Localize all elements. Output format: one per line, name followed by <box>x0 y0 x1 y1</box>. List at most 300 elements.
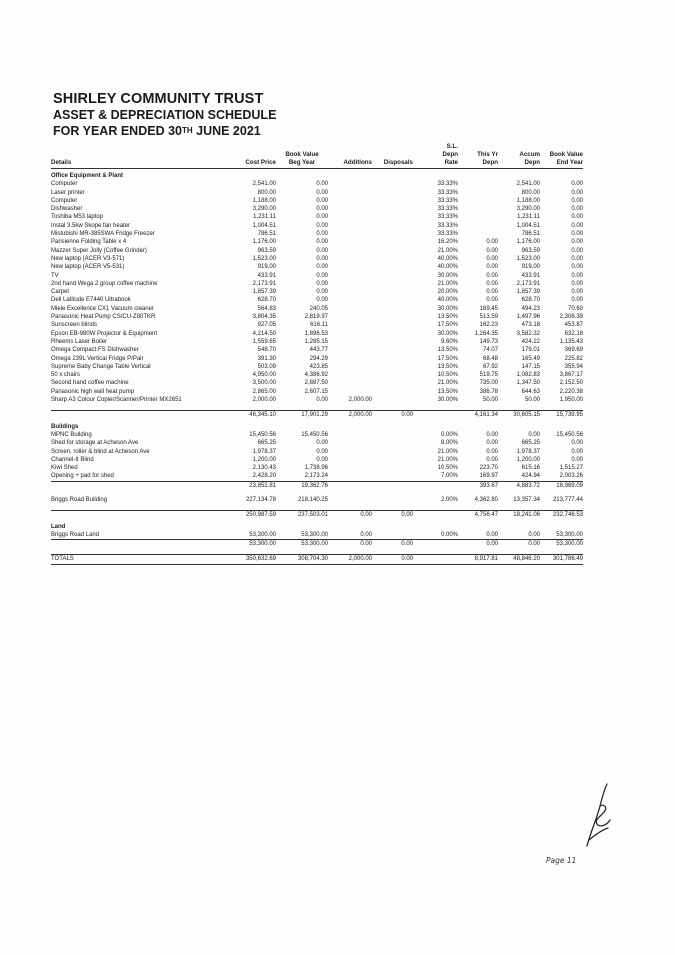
details-cell: Mazzer Super Jolly (Coffee Grinder) <box>51 247 147 254</box>
depn-cell: 0.00 <box>486 280 498 287</box>
additions-cell <box>328 205 372 213</box>
bv-beg-cell: 0.00 <box>316 272 328 279</box>
accum-cell: 1,082.83 <box>516 372 540 379</box>
details-cell: Kiwi Shed <box>51 465 78 472</box>
office-heading: Office Equipment & Plant <box>51 173 124 179</box>
additions-cell <box>328 431 372 439</box>
rate-cell: 8.00% <box>440 440 458 447</box>
handwritten-signature <box>580 780 620 850</box>
depn-cell: 67.92 <box>482 363 498 370</box>
asset-row <box>51 439 583 447</box>
cost-cell: 227,134.78 <box>245 496 276 503</box>
additions-cell: 0.00 <box>328 511 372 520</box>
asset-row <box>51 388 583 396</box>
asset-row <box>51 363 583 371</box>
accum-cell: 1,231.11 <box>517 214 540 221</box>
disposals-cell <box>372 396 413 404</box>
bv-beg-cell: 19,362.76 <box>276 481 328 490</box>
depn-cell <box>458 197 498 205</box>
bv-end-cell: 0.00 <box>571 231 583 238</box>
bv-beg-cell: 308,704.30 <box>276 555 328 564</box>
asset-row <box>51 296 583 304</box>
rate-cell: 2.00% <box>440 496 458 503</box>
rate-cell: 33.33% <box>437 197 458 204</box>
details-cell: Computer <box>51 197 78 204</box>
disposals-cell <box>372 180 413 188</box>
cost-cell: 2,000.00 <box>252 397 276 404</box>
bv-end-cell: 0.00 <box>571 289 583 296</box>
rate-cell: 40.00% <box>437 255 458 262</box>
office-subtotal-row <box>51 411 583 420</box>
asset-row <box>51 456 583 464</box>
additions-cell <box>328 388 372 396</box>
bv-beg-cell: 0.00 <box>316 181 328 188</box>
accum-cell: 628.70 <box>521 297 540 304</box>
bv-end-cell: 213,777.44 <box>552 496 583 503</box>
rate-cell: 40.00% <box>437 297 458 304</box>
col-rate-line2: Depn <box>442 151 458 158</box>
bv-beg-cell: 53,300.00 <box>301 531 328 538</box>
cost-cell: 2,130.43 <box>252 465 276 472</box>
asset-row <box>51 464 583 472</box>
accum-cell: 1,004.51 <box>516 222 540 229</box>
bv-end-cell: 232,746.53 <box>540 511 583 520</box>
cost-cell: 1,559.65 <box>252 338 276 345</box>
depn-cell: 0.00 <box>458 540 498 549</box>
cost-cell: 2,541.00 <box>252 181 276 188</box>
cost-cell: 963.59 <box>257 247 276 254</box>
disposals-cell: 0.00 <box>372 511 413 520</box>
schedule-title: ASSET & DEPRECIATION SCHEDULE <box>53 108 277 122</box>
additions-cell <box>328 305 372 313</box>
depn-cell: 162.23 <box>479 322 498 329</box>
bv-end-cell: 15,739.95 <box>540 411 583 420</box>
cost-cell: 786.51 <box>257 231 276 238</box>
bv-end-cell: 0.00 <box>571 440 583 447</box>
asset-row <box>51 379 583 387</box>
header-row-3 <box>51 159 583 169</box>
details-cell: Mistubishi MR-385SWA Fridge Freezer <box>51 231 155 238</box>
accum-cell: 919.00 <box>521 264 540 271</box>
rate-cell: 9.60% <box>440 338 458 345</box>
rate-cell: 30.00% <box>437 272 458 279</box>
bv-beg-cell: 4,386.92 <box>304 372 328 379</box>
cost-cell: 628.70 <box>257 297 276 304</box>
period-text: FOR YEAR ENDED 30 <box>53 124 182 138</box>
asset-row <box>51 330 583 338</box>
rate-cell: 40.00% <box>437 264 458 271</box>
rate-cell: 7.00% <box>440 473 458 480</box>
asset-row <box>51 280 583 288</box>
disposals-cell <box>372 346 413 354</box>
cost-cell: 665.25 <box>257 440 276 447</box>
rate-cell: 30.00% <box>437 305 458 312</box>
bv-beg-cell: 0.00 <box>316 289 328 296</box>
details-cell: Briggs Road Land <box>51 531 100 538</box>
depn-cell: 0.00 <box>486 297 498 304</box>
cost-cell: 1,176.00 <box>252 239 276 246</box>
additions-cell <box>328 371 372 379</box>
details-cell: Parisienne Folding Table x 4 <box>51 239 127 246</box>
bv-beg-cell: 0.00 <box>316 189 328 196</box>
cost-cell: 2,173.91 <box>252 280 276 287</box>
bv-end-cell: 1,950.00 <box>559 397 583 404</box>
bv-beg-cell: 0.00 <box>316 255 328 262</box>
col-bv-end-line1: Book Value <box>549 151 583 158</box>
cost-cell: 800.00 <box>257 189 276 196</box>
disposals-cell <box>372 305 413 313</box>
accum-cell: 3,582.32 <box>516 330 540 337</box>
additions-cell <box>328 379 372 387</box>
totals-label: TOTALS <box>51 555 229 564</box>
disposals-cell <box>372 197 413 205</box>
disposals-cell <box>372 255 413 263</box>
col-rate-line1: S.L. <box>446 143 458 150</box>
disposals-cell: 0.00 <box>372 411 413 420</box>
disposals-cell <box>372 313 413 321</box>
accum-cell: 1,857.39 <box>516 289 540 296</box>
cost-cell: 4,950.00 <box>252 372 276 379</box>
rate-cell: 33.33% <box>437 206 458 213</box>
bv-beg-cell: 0.00 <box>316 440 328 447</box>
details-cell: Rheems Laser Boiler <box>51 338 108 345</box>
disposals-cell <box>372 472 413 481</box>
cost-cell: 3,500.00 <box>252 380 276 387</box>
rate-cell: 10.50% <box>437 372 458 379</box>
details-cell: Instal 3.5kw Skope fan heater <box>51 222 131 229</box>
additions-cell <box>328 464 372 472</box>
rate-cell: 21.00% <box>437 380 458 387</box>
cost-cell: 1,857.39 <box>252 289 276 296</box>
cost-cell: 1,188.00 <box>252 197 276 204</box>
disposals-cell <box>372 371 413 379</box>
details-cell: Sunscreen blinds <box>51 322 98 329</box>
bv-end-cell: 0.00 <box>571 272 583 279</box>
section-heading-row <box>51 420 583 431</box>
details-cell: Panasonic high wall heat pump <box>51 388 135 395</box>
details-cell: Omega 239L Vertical Fridge P/Pair <box>51 355 144 362</box>
accum-cell: 18,241.06 <box>498 511 540 520</box>
disposals-cell <box>372 439 413 447</box>
depn-cell: 393.67 <box>458 481 498 490</box>
depn-cell: 0.00 <box>486 531 498 538</box>
additions-cell <box>328 296 372 304</box>
rate-cell: 30.00% <box>437 397 458 404</box>
cost-cell: 433.91 <box>257 272 276 279</box>
additions-cell: 0.00 <box>328 540 372 549</box>
land-subtotal-row <box>51 540 583 549</box>
rate-cell: 0.00% <box>440 431 458 438</box>
bv-end-cell: 2,220.38 <box>559 388 583 395</box>
details-cell: 2nd hand Wega 2 group coffee machine <box>51 280 158 287</box>
accum-cell: 147.15 <box>521 363 540 370</box>
additions-cell: 2,000.00 <box>328 411 372 420</box>
additions-cell: 2,000.00 <box>328 555 372 564</box>
buildings-totals-section <box>51 481 583 519</box>
asset-row <box>51 355 583 363</box>
depn-cell: 68.48 <box>482 355 498 362</box>
disposals-cell <box>372 355 413 363</box>
bv-beg-cell: 0.00 <box>316 206 328 213</box>
disposals-cell <box>372 280 413 288</box>
details-cell: 50 x chairs <box>51 372 81 379</box>
col-accum-line1: Accum <box>519 151 540 158</box>
accum-cell: 473.18 <box>521 322 540 329</box>
buildings-total-row <box>51 511 583 520</box>
asset-row <box>51 230 583 238</box>
accum-cell: 494.23 <box>521 305 540 312</box>
asset-schedule-table <box>51 143 583 565</box>
bv-end-cell: 225.82 <box>564 355 583 362</box>
bv-beg-cell: 443.77 <box>309 347 328 354</box>
bv-end-cell: 1,515.27 <box>559 465 583 472</box>
accum-cell: 165.49 <box>521 355 540 362</box>
bv-end-cell: 0.00 <box>571 206 583 213</box>
details-cell: MPNC Building <box>51 431 92 438</box>
details-cell: Computer <box>51 181 78 188</box>
col-cost: Cost Price <box>229 159 276 169</box>
asset-row <box>51 205 583 213</box>
additions-cell <box>328 230 372 238</box>
depn-cell <box>458 180 498 188</box>
rate-cell: 21.00% <box>437 247 458 254</box>
bv-end-cell: 0.00 <box>571 255 583 262</box>
disposals-cell <box>372 431 413 439</box>
cost-cell: 503.09 <box>257 363 276 370</box>
details-cell: Panasonic Heat Pump CS/CU-Z80TKR <box>51 314 156 321</box>
cost-cell: 548.70 <box>257 347 276 354</box>
bv-end-cell: 70.60 <box>567 305 583 312</box>
bv-beg-cell: 2,173.24 <box>304 473 328 480</box>
accum-cell: 1,347.50 <box>516 380 540 387</box>
asset-row <box>51 213 583 221</box>
bv-beg-cell: 17,901.29 <box>276 411 328 420</box>
bv-beg-cell: 237,503.01 <box>276 511 328 520</box>
depn-cell <box>458 230 498 238</box>
asset-row <box>51 263 583 271</box>
disposals-cell <box>372 230 413 238</box>
accum-cell: 433.91 <box>521 272 540 279</box>
cost-cell: 1,231.11 <box>253 214 276 221</box>
bv-end-cell: 0.00 <box>571 197 583 204</box>
bv-beg-cell: 240.05 <box>309 305 328 312</box>
disposals-cell <box>372 189 413 197</box>
organisation-title: SHIRLEY COMMUNITY TRUST <box>53 91 264 107</box>
bv-beg-cell: 0.00 <box>316 247 328 254</box>
depn-cell: 0.00 <box>486 247 498 254</box>
asset-row <box>51 321 583 329</box>
bv-beg-cell: 0.00 <box>316 197 328 204</box>
asset-row <box>51 255 583 263</box>
depn-cell: 223.70 <box>479 465 498 472</box>
details-cell: Toshiba M53 laptop <box>51 214 104 221</box>
cost-cell: 1,200.00 <box>252 456 276 463</box>
bv-end-cell: 1,135.43 <box>559 338 583 345</box>
bv-beg-cell: 0.00 <box>316 297 328 304</box>
col-bv-beg-line2: Beg Year <box>276 159 328 169</box>
disposals-cell <box>372 263 413 271</box>
additions-cell <box>328 247 372 255</box>
details-cell: New laptop (ACER V5-531) <box>51 264 125 271</box>
depn-cell: 0.00 <box>486 440 498 447</box>
accum-cell: 50.00 <box>524 397 540 404</box>
additions-cell <box>328 222 372 230</box>
bv-beg-cell: 1,285.15 <box>304 338 328 345</box>
accum-cell: 800.00 <box>521 189 540 196</box>
additions-cell <box>328 313 372 321</box>
cost-cell: 2,865.00 <box>252 388 276 395</box>
asset-row <box>51 472 583 481</box>
disposals-cell <box>372 213 413 221</box>
disposals-cell <box>372 338 413 346</box>
details-cell: Channel-It Blind <box>51 456 94 463</box>
cost-cell: 564.83 <box>257 305 276 312</box>
additions-cell <box>328 263 372 271</box>
rate-cell: 33.33% <box>437 181 458 188</box>
bv-end-cell: 15,450.56 <box>556 431 583 438</box>
bv-end-cell: 0.00 <box>571 214 583 221</box>
bv-end-cell: 0.00 <box>571 239 583 246</box>
depn-cell: 50.00 <box>482 397 498 404</box>
buildings-heading: Buildings <box>51 423 79 430</box>
bv-end-cell: 2,003.26 <box>559 473 583 480</box>
details-cell: Shed for storage at Acheson Ave <box>51 440 139 447</box>
details-cell: Dell Latitude E7440 Ultrabook <box>51 297 131 304</box>
accum-cell: 1,523.00 <box>516 255 540 262</box>
cost-cell: 23,852.81 <box>229 481 276 490</box>
additions-cell <box>328 346 372 354</box>
details-cell: Sharp A3 Colour Copier/Scanner/Printer MX2651 <box>51 397 182 404</box>
rate-cell: 20.00% <box>437 289 458 296</box>
depn-cell: 169.45 <box>479 305 498 312</box>
bv-end-cell: 0.00 <box>571 297 583 304</box>
rate-cell: 33.33% <box>437 214 458 221</box>
cost-cell: 927.05 <box>257 322 276 329</box>
bv-end-cell: 53,300.00 <box>540 540 583 549</box>
depn-cell: 74.07 <box>482 347 498 354</box>
details-cell: Second hand coffee machine <box>51 380 129 387</box>
depn-cell: 0.00 <box>486 272 498 279</box>
bv-end-cell: 0.00 <box>571 264 583 271</box>
depn-cell: 0.00 <box>486 448 498 455</box>
office-section <box>51 169 583 405</box>
col-details: Details <box>51 159 229 169</box>
disposals-cell: 0.00 <box>372 555 413 564</box>
depn-cell: 0.00 <box>486 255 498 262</box>
asset-row <box>51 247 583 255</box>
disposals-cell <box>372 247 413 255</box>
accum-cell: 786.51 <box>521 231 540 238</box>
bv-end-cell: 0.00 <box>571 448 583 455</box>
header-row-1 <box>51 143 583 151</box>
asset-row <box>51 288 583 296</box>
cost-cell: 53,300.00 <box>229 540 276 549</box>
accum-cell: 424.22 <box>521 338 540 345</box>
additions-cell <box>328 255 372 263</box>
depn-cell: 4,161.34 <box>458 411 498 420</box>
additions-cell <box>328 472 372 481</box>
cost-cell: 1,004.51 <box>252 222 276 229</box>
bv-end-cell: 355.94 <box>564 363 583 370</box>
details-cell: Carpet <box>51 289 70 296</box>
land-heading: Land <box>51 523 66 530</box>
bv-beg-cell: 0.00 <box>316 239 328 246</box>
bv-beg-cell: 0.00 <box>316 397 328 404</box>
disposals-cell <box>372 379 413 387</box>
bv-beg-cell: 0.00 <box>316 264 328 271</box>
asset-row <box>51 238 583 246</box>
disposals-cell <box>372 205 413 213</box>
bv-beg-cell: 0.00 <box>316 448 328 455</box>
depn-cell <box>458 222 498 230</box>
accum-cell: 1,188.00 <box>516 197 540 204</box>
section-heading-row <box>51 169 583 181</box>
accum-cell: 424.94 <box>521 473 540 480</box>
bv-end-cell: 369.69 <box>564 347 583 354</box>
accum-cell: 615.16 <box>521 465 540 472</box>
depn-cell: 0.00 <box>486 264 498 271</box>
land-row <box>51 531 583 540</box>
rate-cell: 10.50% <box>437 465 458 472</box>
additions-cell <box>328 272 372 280</box>
depn-cell: 0.00 <box>486 456 498 463</box>
col-depn-line1: This Yr <box>477 151 498 158</box>
asset-row <box>51 197 583 205</box>
bv-end-cell: 0.00 <box>571 181 583 188</box>
office-subtotal-section <box>51 404 583 419</box>
accum-cell: 3,290.00 <box>516 206 540 213</box>
accum-cell: 179.01 <box>521 347 540 354</box>
col-bv-beg-line1: Book Value <box>285 151 319 158</box>
additions-cell <box>328 288 372 296</box>
land-section <box>51 520 583 565</box>
rate-cell: 13.50% <box>437 388 458 395</box>
details-cell: Laser printer <box>51 189 85 196</box>
bv-beg-cell: 53,300.00 <box>276 540 328 549</box>
bv-beg-cell: 15,450.56 <box>301 431 328 438</box>
depn-cell: 0.00 <box>486 431 498 438</box>
disposals-cell <box>372 272 413 280</box>
grand-total-row <box>51 555 583 564</box>
accum-cell: 1,497.96 <box>516 314 540 321</box>
rate-cell: 13.50% <box>437 347 458 354</box>
col-rate-line3: Rate <box>413 159 458 169</box>
asset-row <box>51 396 583 404</box>
bv-beg-cell: 1,738.96 <box>304 465 328 472</box>
details-cell: Briggs Road Building <box>51 496 108 503</box>
bv-beg-cell: 218,140.25 <box>297 496 328 503</box>
accum-cell: 2,541.00 <box>516 181 540 188</box>
depn-cell <box>458 213 498 221</box>
additions-cell: 0.00 <box>360 531 372 538</box>
bv-beg-cell: 0.00 <box>316 231 328 238</box>
details-cell: TV <box>51 272 59 279</box>
cost-cell: 3,290.00 <box>252 206 276 213</box>
asset-row <box>51 189 583 197</box>
details-cell: Omega Compact FS Dishwasher <box>51 347 139 354</box>
col-bv-end-line2: End Year <box>540 159 583 169</box>
bv-beg-cell: 1,896.53 <box>304 330 328 337</box>
rate-cell: 21.00% <box>437 280 458 287</box>
cost-cell: 4,214.50 <box>252 330 276 337</box>
accum-cell: 30,605.15 <box>498 411 540 420</box>
disposals-cell <box>372 388 413 396</box>
col-disposals: Disposals <box>372 159 413 169</box>
cost-cell: 2,428.20 <box>252 473 276 480</box>
cost-cell: 250,987.59 <box>229 511 276 520</box>
disposals-cell <box>372 464 413 472</box>
accum-cell: 963.59 <box>521 247 540 254</box>
